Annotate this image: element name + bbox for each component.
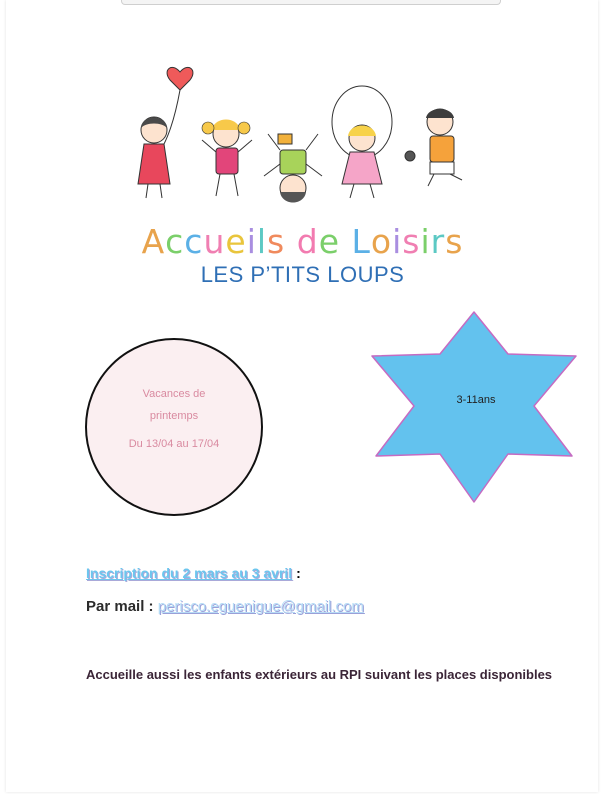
title-letter: l [256, 222, 268, 261]
dates-text: Du 13/04 au 17/04 [128, 438, 220, 450]
period-line-2: printemps [149, 410, 199, 422]
title-letter: s [267, 222, 286, 261]
title-letter: L [351, 222, 371, 261]
title-letter: c [165, 222, 185, 261]
age-range: 3-11ans [456, 394, 496, 406]
title-letter [285, 222, 297, 261]
title-letter: i [392, 222, 403, 261]
top-scroll-bar[interactable] [121, 0, 501, 5]
title-letter: s [402, 222, 421, 261]
mail-line [86, 598, 364, 615]
title-letter [340, 222, 352, 261]
title-letter: i [246, 222, 257, 261]
star-shape [368, 308, 578, 504]
title-letter: c [184, 222, 204, 261]
dates-circle [85, 338, 263, 516]
subtitle: LES P’TITS LOUPS [200, 262, 405, 287]
title-letter: e [225, 222, 247, 261]
title-letter: s [445, 222, 464, 261]
inscription-colon: : [292, 565, 301, 581]
inscription-text: Inscription du 2 mars au 3 avril [86, 565, 293, 581]
title-letter: d [296, 222, 319, 261]
main-title [0, 222, 605, 261]
period-line-1: Vacances de [142, 388, 206, 400]
title-letter: r [430, 222, 446, 261]
title-letter: o [370, 222, 393, 261]
mail-label: Par mail : [86, 598, 158, 615]
inscription-line [86, 565, 301, 581]
title-letter: i [420, 222, 431, 261]
title-letter: u [203, 222, 226, 261]
title-letter: e [318, 222, 340, 261]
mail-link[interactable]: perisco.eguenigue@gmail.com [157, 598, 364, 615]
note-text: Accueille aussi les enfants extérieurs au RPI suivant les places disponibles [86, 667, 553, 682]
children-illustration [128, 52, 468, 212]
title-letter: A [141, 222, 166, 261]
